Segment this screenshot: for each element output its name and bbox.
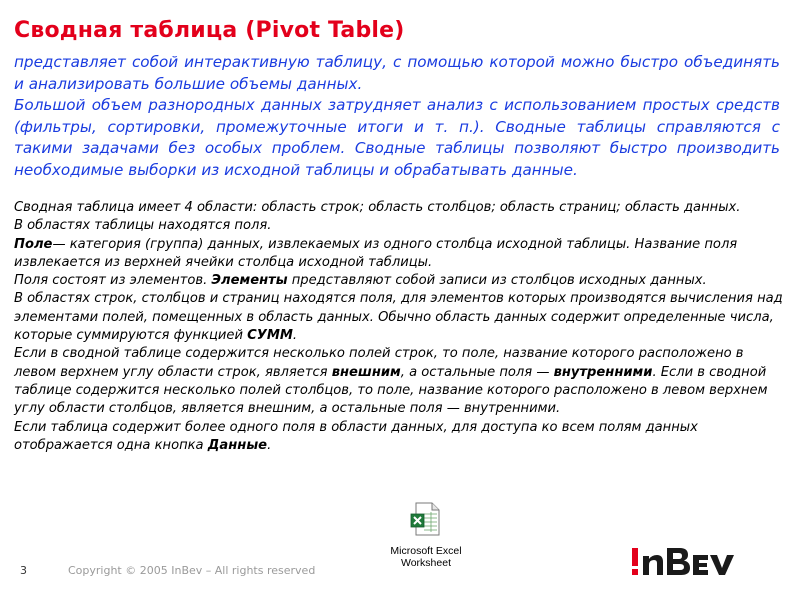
elements-text-post: представляют собой записи из столбцов исходных данных. (287, 273, 707, 289)
term-sum-function: СУММ (247, 328, 293, 344)
paragraph-areas: Сводная таблица имеет 4 области: область строк; область столбцов; область страниц; область данных. (14, 200, 741, 215)
calc-text-post: . (292, 328, 298, 344)
paragraph-elements (14, 272, 784, 290)
term-elements: Элементы (211, 273, 288, 289)
excel-worksheet-icon[interactable] (410, 502, 440, 536)
slide-title: Сводная таблица (Pivot Table) (14, 18, 405, 43)
file-caption-line1: Microsoft Excel (390, 545, 462, 557)
term-inner: внутренними (553, 364, 653, 380)
inbev-logo (630, 544, 740, 580)
intro-paragraph-purpose: Большой объем разнородных данных затрудняет анализ с использованием простых средств (фильтры, сортировки, промежуточные итоги и т. п.). Сводные таблицы справляются с такими задачами без особых проблем. Сводные таблицы позволяют быстро производить необходимые выборки из исходной таблицы и обрабатывать данные. (14, 96, 780, 179)
elements-text-pre: Поля состоят из элементов. (14, 273, 212, 289)
calc-text-pre: В областях строк, столбцов и страниц находятся поля, для элементов которых производятся вычисления над элементами полей, помещенных в область данных. Обычно область данных содержит определенные числа, которые суммируются функцией (14, 291, 783, 344)
embedded-file-caption (380, 545, 472, 569)
paragraph-field-definition (14, 236, 784, 273)
term-field: Поле (14, 236, 53, 252)
body-block (14, 199, 784, 455)
copyright-notice: Copyright © 2005 InBev – All rights reserved (68, 564, 316, 577)
outer-text-mid: , а остальные поля — (400, 364, 554, 380)
paragraph-calculations (14, 290, 784, 345)
field-definition-text: — категория (группа) данных, извлекаемых из одного столбца исходной таблицы. Название поля извлекается из верхней ячейки столбца исходной таблицы. (14, 236, 738, 270)
data-text-pre: Если таблица содержит более одного поля в области данных, для доступа ко всем полям данных отображается одна кнопка (14, 419, 698, 453)
paragraph-fields-in-areas: В областях таблицы находятся поля. (14, 218, 272, 234)
outer-text-pre: Если в сводной таблице содержится несколько полей строк, то поле, название которого расположено в левом верхнем углу области строк, является (14, 346, 744, 380)
outer-text-post: . Если в сводной таблице содержится несколько полей столбцов, то поле, название которого расположено в левом верхнем углу области столбцов, является внешним, а остальные поля — внутренними. (14, 364, 768, 417)
term-data-button: Данные (207, 437, 268, 453)
file-caption-line2: Worksheet (401, 557, 451, 569)
term-outer: внешним (331, 364, 401, 380)
intro-paragraph-definition: представляет собой интерактивную таблицу, с помощью которой можно быстро объединять и анализировать большие объемы данных. (14, 53, 780, 93)
page-number: 3 (20, 564, 27, 577)
paragraph-data-button (14, 419, 784, 456)
data-text-post: . (267, 437, 272, 453)
paragraph-outer-inner (14, 345, 784, 418)
intro-block (14, 52, 780, 181)
